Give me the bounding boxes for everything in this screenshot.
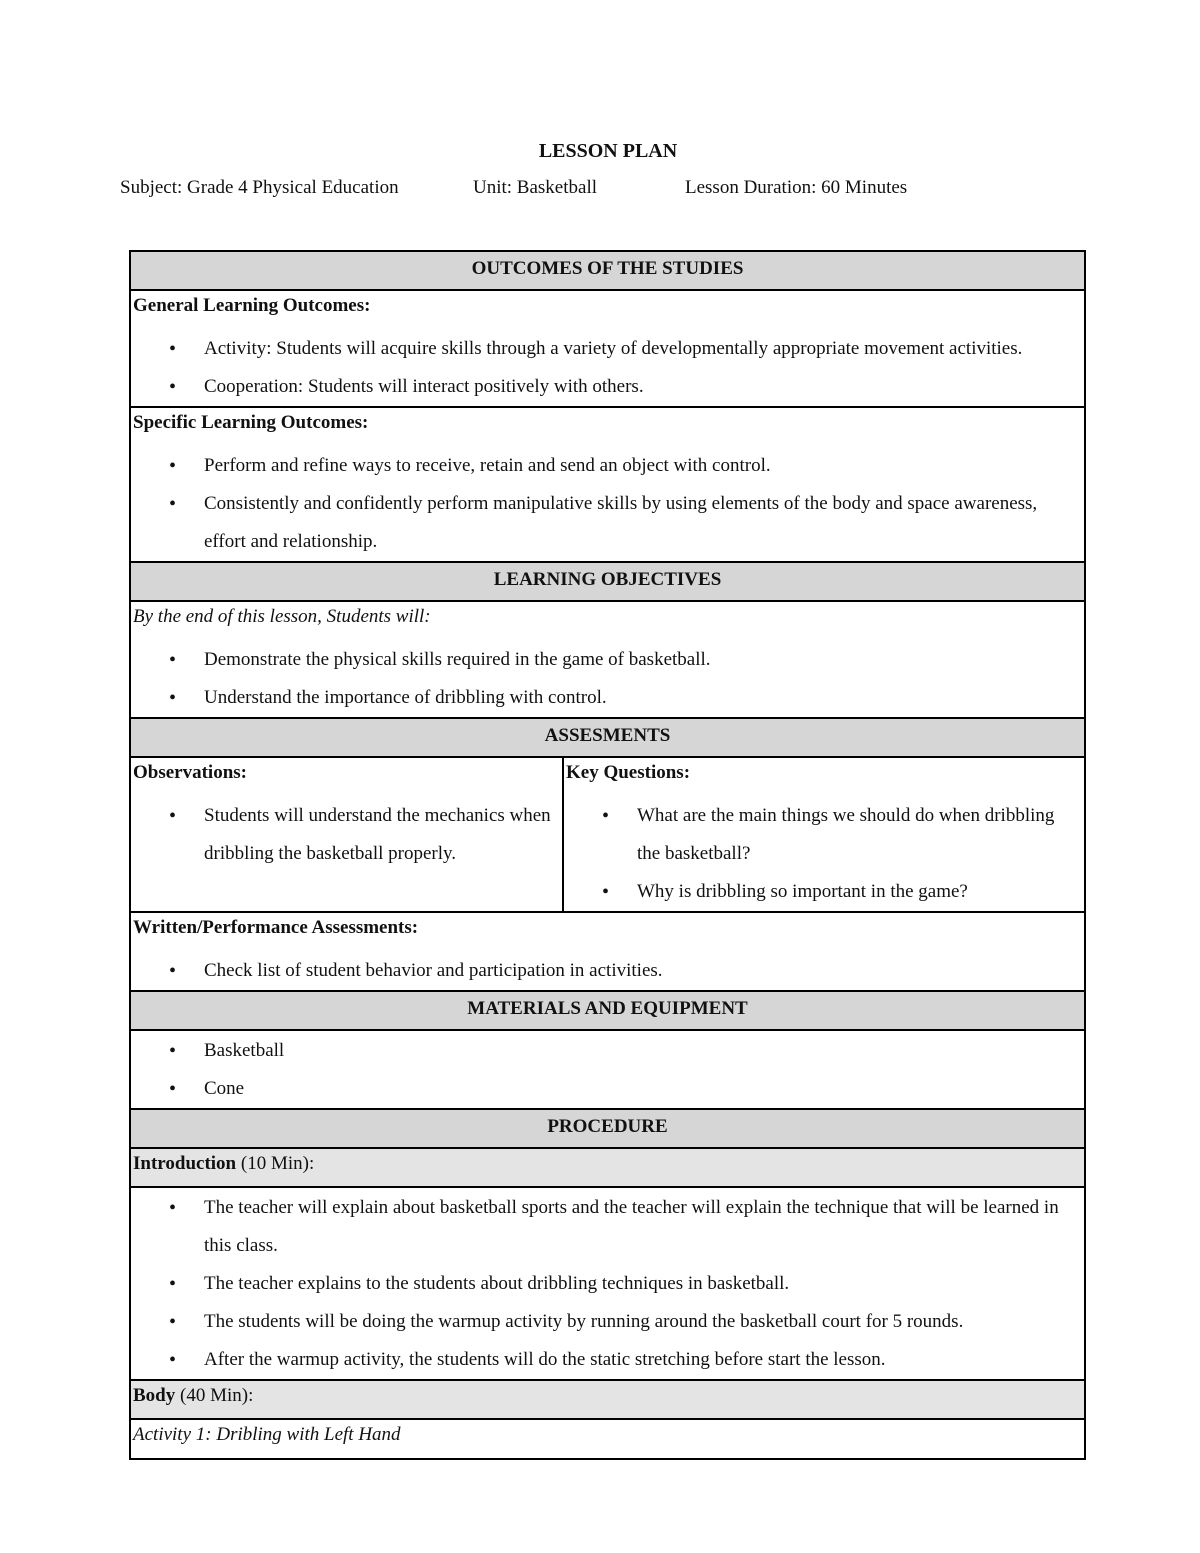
list-item: • Demonstrate the physical skills required in the game of basketball. xyxy=(133,641,1084,679)
written-assessments-list xyxy=(133,952,1084,990)
list-item: • Cooperation: Students will interact positively with others. xyxy=(133,368,1084,406)
list-item: • Perform and refine ways to receive, retain and send an object with control. xyxy=(133,447,1084,485)
list-item: • The teacher will explain about basketball sports and the teacher will explain the technique that will be learned in this class. xyxy=(133,1189,1084,1265)
list-item: • The teacher explains to the students about dribbling techniques in basketball. xyxy=(133,1265,1084,1303)
general-outcomes-cell xyxy=(131,291,1084,408)
list-item: • After the warmup activity, the students will do the static stretching before start the lesson. xyxy=(133,1341,1084,1379)
list-item: • Basketball xyxy=(133,1032,1084,1070)
objectives-cell xyxy=(131,602,1084,719)
introduction-label: Introduction xyxy=(133,1153,237,1174)
introduction-list xyxy=(133,1189,1084,1379)
observations-cell xyxy=(131,758,564,911)
general-outcomes-list xyxy=(133,330,1084,406)
key-questions-list xyxy=(566,797,1084,911)
list-item: • Check list of student behavior and participation in activities. xyxy=(133,952,1084,990)
objectives-list xyxy=(133,641,1084,717)
procedure-header: PROCEDURE xyxy=(131,1110,1084,1149)
outcomes-header: OUTCOMES OF THE STUDIES xyxy=(131,252,1084,291)
written-assessments-label: Written/Performance Assessments: xyxy=(133,917,419,938)
materials-list xyxy=(133,1032,1084,1108)
written-assessments-cell xyxy=(131,913,1084,992)
list-item: • Why is dribbling so important in the game? xyxy=(566,873,1084,911)
specific-outcomes-list xyxy=(133,447,1084,561)
objectives-intro: By the end of this lesson, Students will: xyxy=(133,606,431,627)
body-time: (40 Min): xyxy=(175,1385,254,1406)
observations-list xyxy=(133,797,562,873)
activity-1-row: Activity 1: Dribling with Left Hand xyxy=(133,1424,401,1445)
materials-header: MATERIALS AND EQUIPMENT xyxy=(131,992,1084,1031)
introduction-cell xyxy=(131,1188,1084,1381)
specific-outcomes-cell xyxy=(131,408,1084,563)
subject-text: Subject: Grade 4 Physical Education xyxy=(120,177,399,198)
general-outcomes-label: General Learning Outcomes: xyxy=(133,295,371,316)
introduction-row xyxy=(131,1149,1084,1188)
key-questions-cell xyxy=(564,758,1084,911)
duration-text: Lesson Duration: 60 Minutes xyxy=(685,177,908,198)
objectives-header: LEARNING OBJECTIVES xyxy=(131,563,1084,602)
assessments-header: ASSESMENTS xyxy=(131,719,1084,758)
body-label: Body xyxy=(133,1385,176,1406)
list-item: • Consistently and confidently perform manipulative skills by using elements of the body and space awareness, effort and relationship. xyxy=(133,485,1084,561)
specific-outcomes-label: Specific Learning Outcomes: xyxy=(133,412,369,433)
observations-label: Observations: xyxy=(133,762,247,783)
page-title: LESSON PLAN xyxy=(538,140,678,162)
list-item: • What are the main things we should do when dribbling the basketball? xyxy=(566,797,1084,873)
lesson-plan-table xyxy=(129,250,1086,1460)
introduction-time: (10 Min): xyxy=(236,1153,315,1174)
list-item: • Cone xyxy=(133,1070,1084,1108)
unit-text: Unit: Basketball xyxy=(473,177,598,198)
list-item: • Understand the importance of dribbling with control. xyxy=(133,679,1084,717)
list-item: • The students will be doing the warmup activity by running around the basketball court for 5 rounds. xyxy=(133,1303,1084,1341)
body-row xyxy=(131,1381,1084,1420)
assessments-split-row xyxy=(131,758,1084,913)
key-questions-label: Key Questions: xyxy=(566,762,691,783)
materials-cell xyxy=(131,1031,1084,1110)
list-item: • Activity: Students will acquire skills through a variety of developmentally appropriate movement activities. xyxy=(133,330,1084,368)
list-item: • Students will understand the mechanics when dribbling the basketball properly. xyxy=(133,797,562,873)
